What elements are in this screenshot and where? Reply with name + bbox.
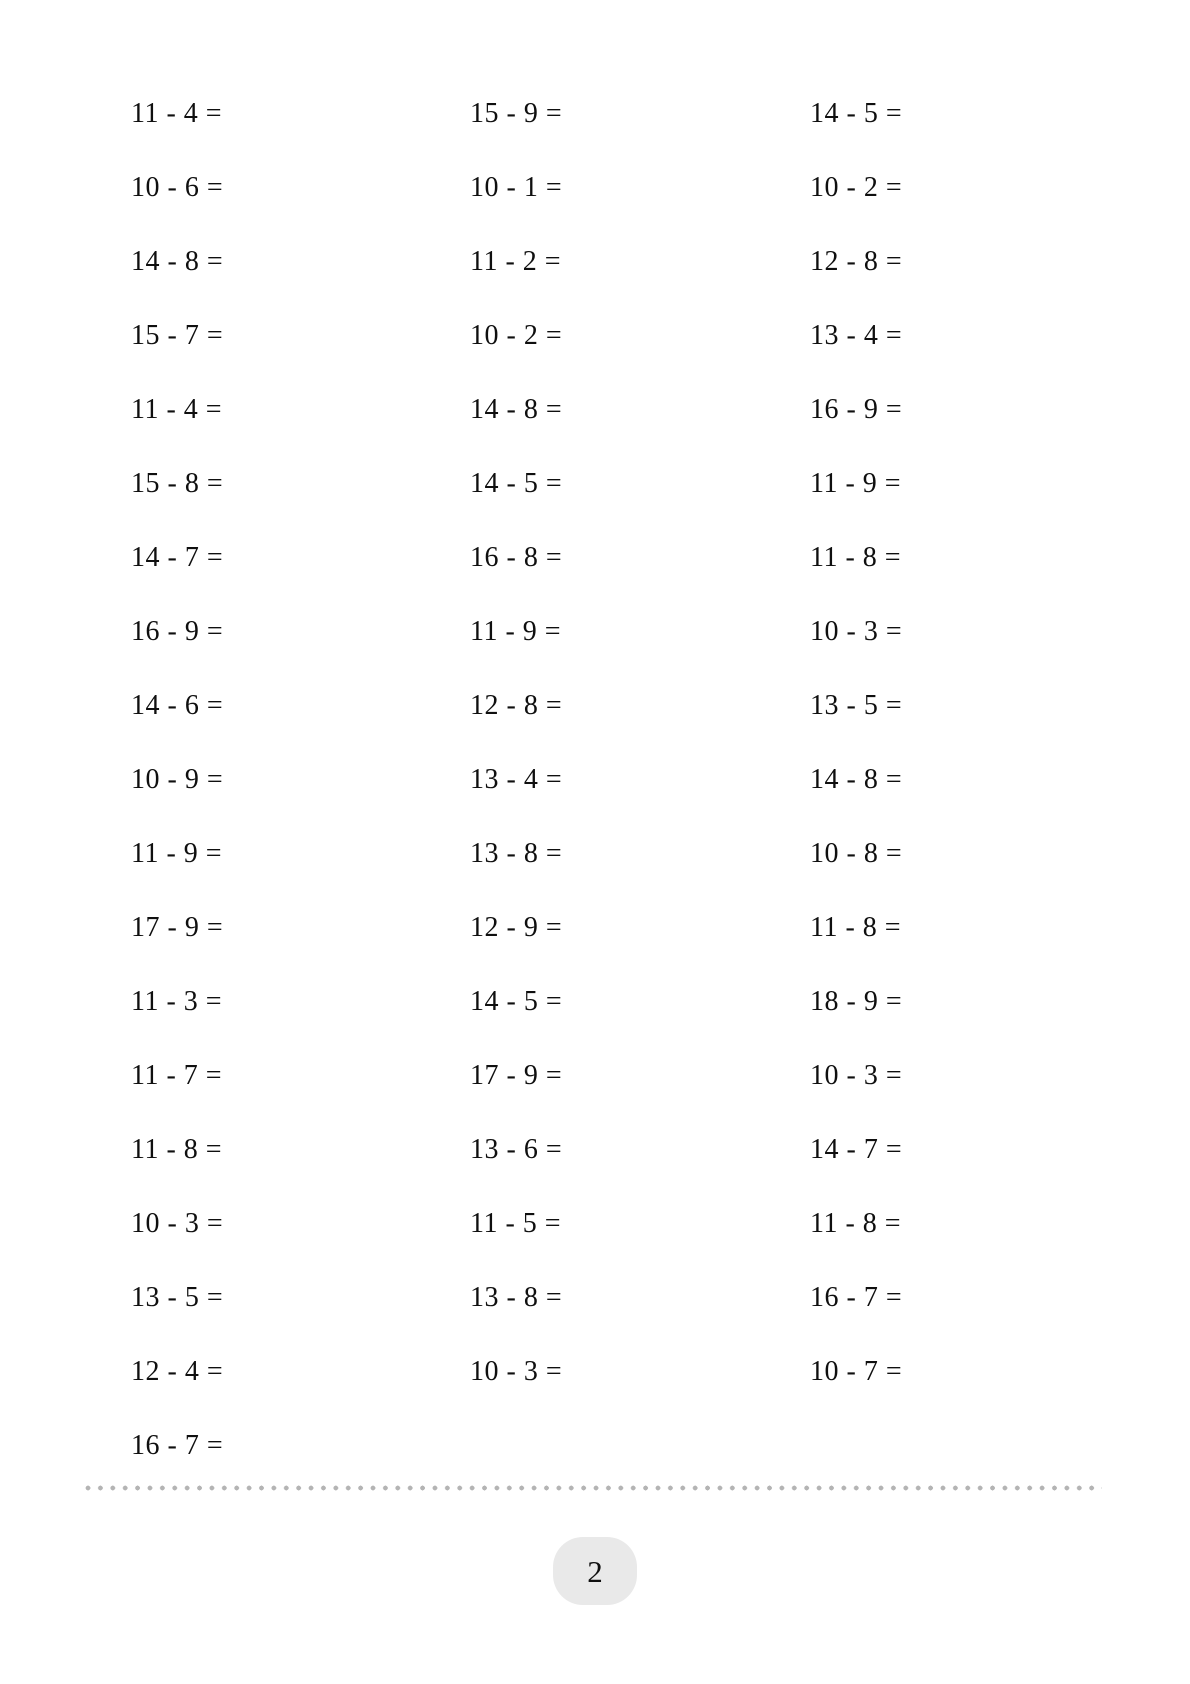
worksheet-row <box>0 1284 1190 1312</box>
subtraction-problem: 11 - 8 = <box>131 1134 223 1165</box>
subtraction-problem: 10 - 3 = <box>470 1356 563 1387</box>
subtraction-problem: 10 - 2 = <box>470 320 563 351</box>
subtraction-problem: 11 - 2 = <box>470 246 562 277</box>
subtraction-problem: 10 - 3 = <box>810 1060 903 1091</box>
subtraction-problem: 16 - 8 = <box>470 542 563 573</box>
subtraction-problem: 10 - 1 = <box>470 172 563 203</box>
subtraction-problem: 17 - 9 = <box>131 912 224 943</box>
worksheet-row <box>0 1136 1190 1164</box>
worksheet-row <box>0 470 1190 498</box>
subtraction-problem: 11 - 5 = <box>470 1208 562 1239</box>
subtraction-problem: 11 - 9 = <box>470 616 562 647</box>
subtraction-problem: 15 - 9 = <box>470 98 563 129</box>
subtraction-problem: 13 - 5 = <box>131 1282 224 1313</box>
subtraction-problem: 15 - 7 = <box>131 320 224 351</box>
worksheet-row <box>0 248 1190 276</box>
subtraction-problem: 14 - 5 = <box>470 468 563 499</box>
worksheet-row <box>0 766 1190 794</box>
subtraction-problem: 18 - 9 = <box>810 986 903 1017</box>
subtraction-problem: 16 - 7 = <box>131 1430 224 1461</box>
subtraction-problem: 12 - 9 = <box>470 912 563 943</box>
subtraction-problem: 11 - 8 = <box>810 542 902 573</box>
subtraction-problem: 11 - 4 = <box>131 98 223 129</box>
worksheet-row <box>0 1358 1190 1386</box>
subtraction-problem: 12 - 4 = <box>131 1356 224 1387</box>
subtraction-problem: 14 - 8 = <box>810 764 903 795</box>
subtraction-problem: 13 - 4 = <box>810 320 903 351</box>
subtraction-problem: 10 - 6 = <box>131 172 224 203</box>
subtraction-problem: 14 - 5 = <box>470 986 563 1017</box>
subtraction-problem: 11 - 8 = <box>810 912 902 943</box>
worksheet-row <box>0 396 1190 424</box>
subtraction-problem: 10 - 3 = <box>131 1208 224 1239</box>
subtraction-problem: 12 - 8 = <box>810 246 903 277</box>
subtraction-problem: 13 - 8 = <box>470 838 563 869</box>
subtraction-problem: 10 - 8 = <box>810 838 903 869</box>
subtraction-problem: 16 - 7 = <box>810 1282 903 1313</box>
worksheet-row <box>0 174 1190 202</box>
worksheet-row <box>0 1062 1190 1090</box>
subtraction-problem: 13 - 4 = <box>470 764 563 795</box>
subtraction-problem: 10 - 2 = <box>810 172 903 203</box>
worksheet-row <box>0 544 1190 572</box>
subtraction-problem: 10 - 3 = <box>810 616 903 647</box>
page-number: 2 <box>587 1553 603 1589</box>
subtraction-problem: 11 - 3 = <box>131 986 223 1017</box>
subtraction-problem: 14 - 8 = <box>470 394 563 425</box>
subtraction-problem: 14 - 5 = <box>810 98 903 129</box>
subtraction-problem: 14 - 6 = <box>131 690 224 721</box>
subtraction-problem: 10 - 7 = <box>810 1356 903 1387</box>
worksheet-row <box>0 322 1190 350</box>
subtraction-problem: 16 - 9 = <box>810 394 903 425</box>
subtraction-problem: 12 - 8 = <box>470 690 563 721</box>
subtraction-problem: 10 - 9 = <box>131 764 224 795</box>
subtraction-problem: 11 - 7 = <box>131 1060 223 1091</box>
subtraction-problem: 15 - 8 = <box>131 468 224 499</box>
worksheet-row <box>0 692 1190 720</box>
subtraction-problem: 17 - 9 = <box>470 1060 563 1091</box>
subtraction-problem: 16 - 9 = <box>131 616 224 647</box>
subtraction-problem: 11 - 9 = <box>131 838 223 869</box>
worksheet-row <box>0 914 1190 942</box>
dotted-divider <box>85 1485 1102 1491</box>
page-number-badge <box>553 1537 637 1605</box>
subtraction-problem: 13 - 6 = <box>470 1134 563 1165</box>
subtraction-problem: 13 - 5 = <box>810 690 903 721</box>
subtraction-problem: 13 - 8 = <box>470 1282 563 1313</box>
worksheet-row <box>0 1432 1190 1460</box>
worksheet-row <box>0 618 1190 646</box>
worksheet-row <box>0 100 1190 128</box>
subtraction-problem: 14 - 7 = <box>131 542 224 573</box>
subtraction-problem: 11 - 8 = <box>810 1208 902 1239</box>
subtraction-problem: 11 - 9 = <box>810 468 902 499</box>
subtraction-problem: 11 - 4 = <box>131 394 223 425</box>
subtraction-problem: 14 - 8 = <box>131 246 224 277</box>
worksheet-row <box>0 988 1190 1016</box>
subtraction-problem: 14 - 7 = <box>810 1134 903 1165</box>
worksheet-row <box>0 840 1190 868</box>
worksheet-row <box>0 1210 1190 1238</box>
